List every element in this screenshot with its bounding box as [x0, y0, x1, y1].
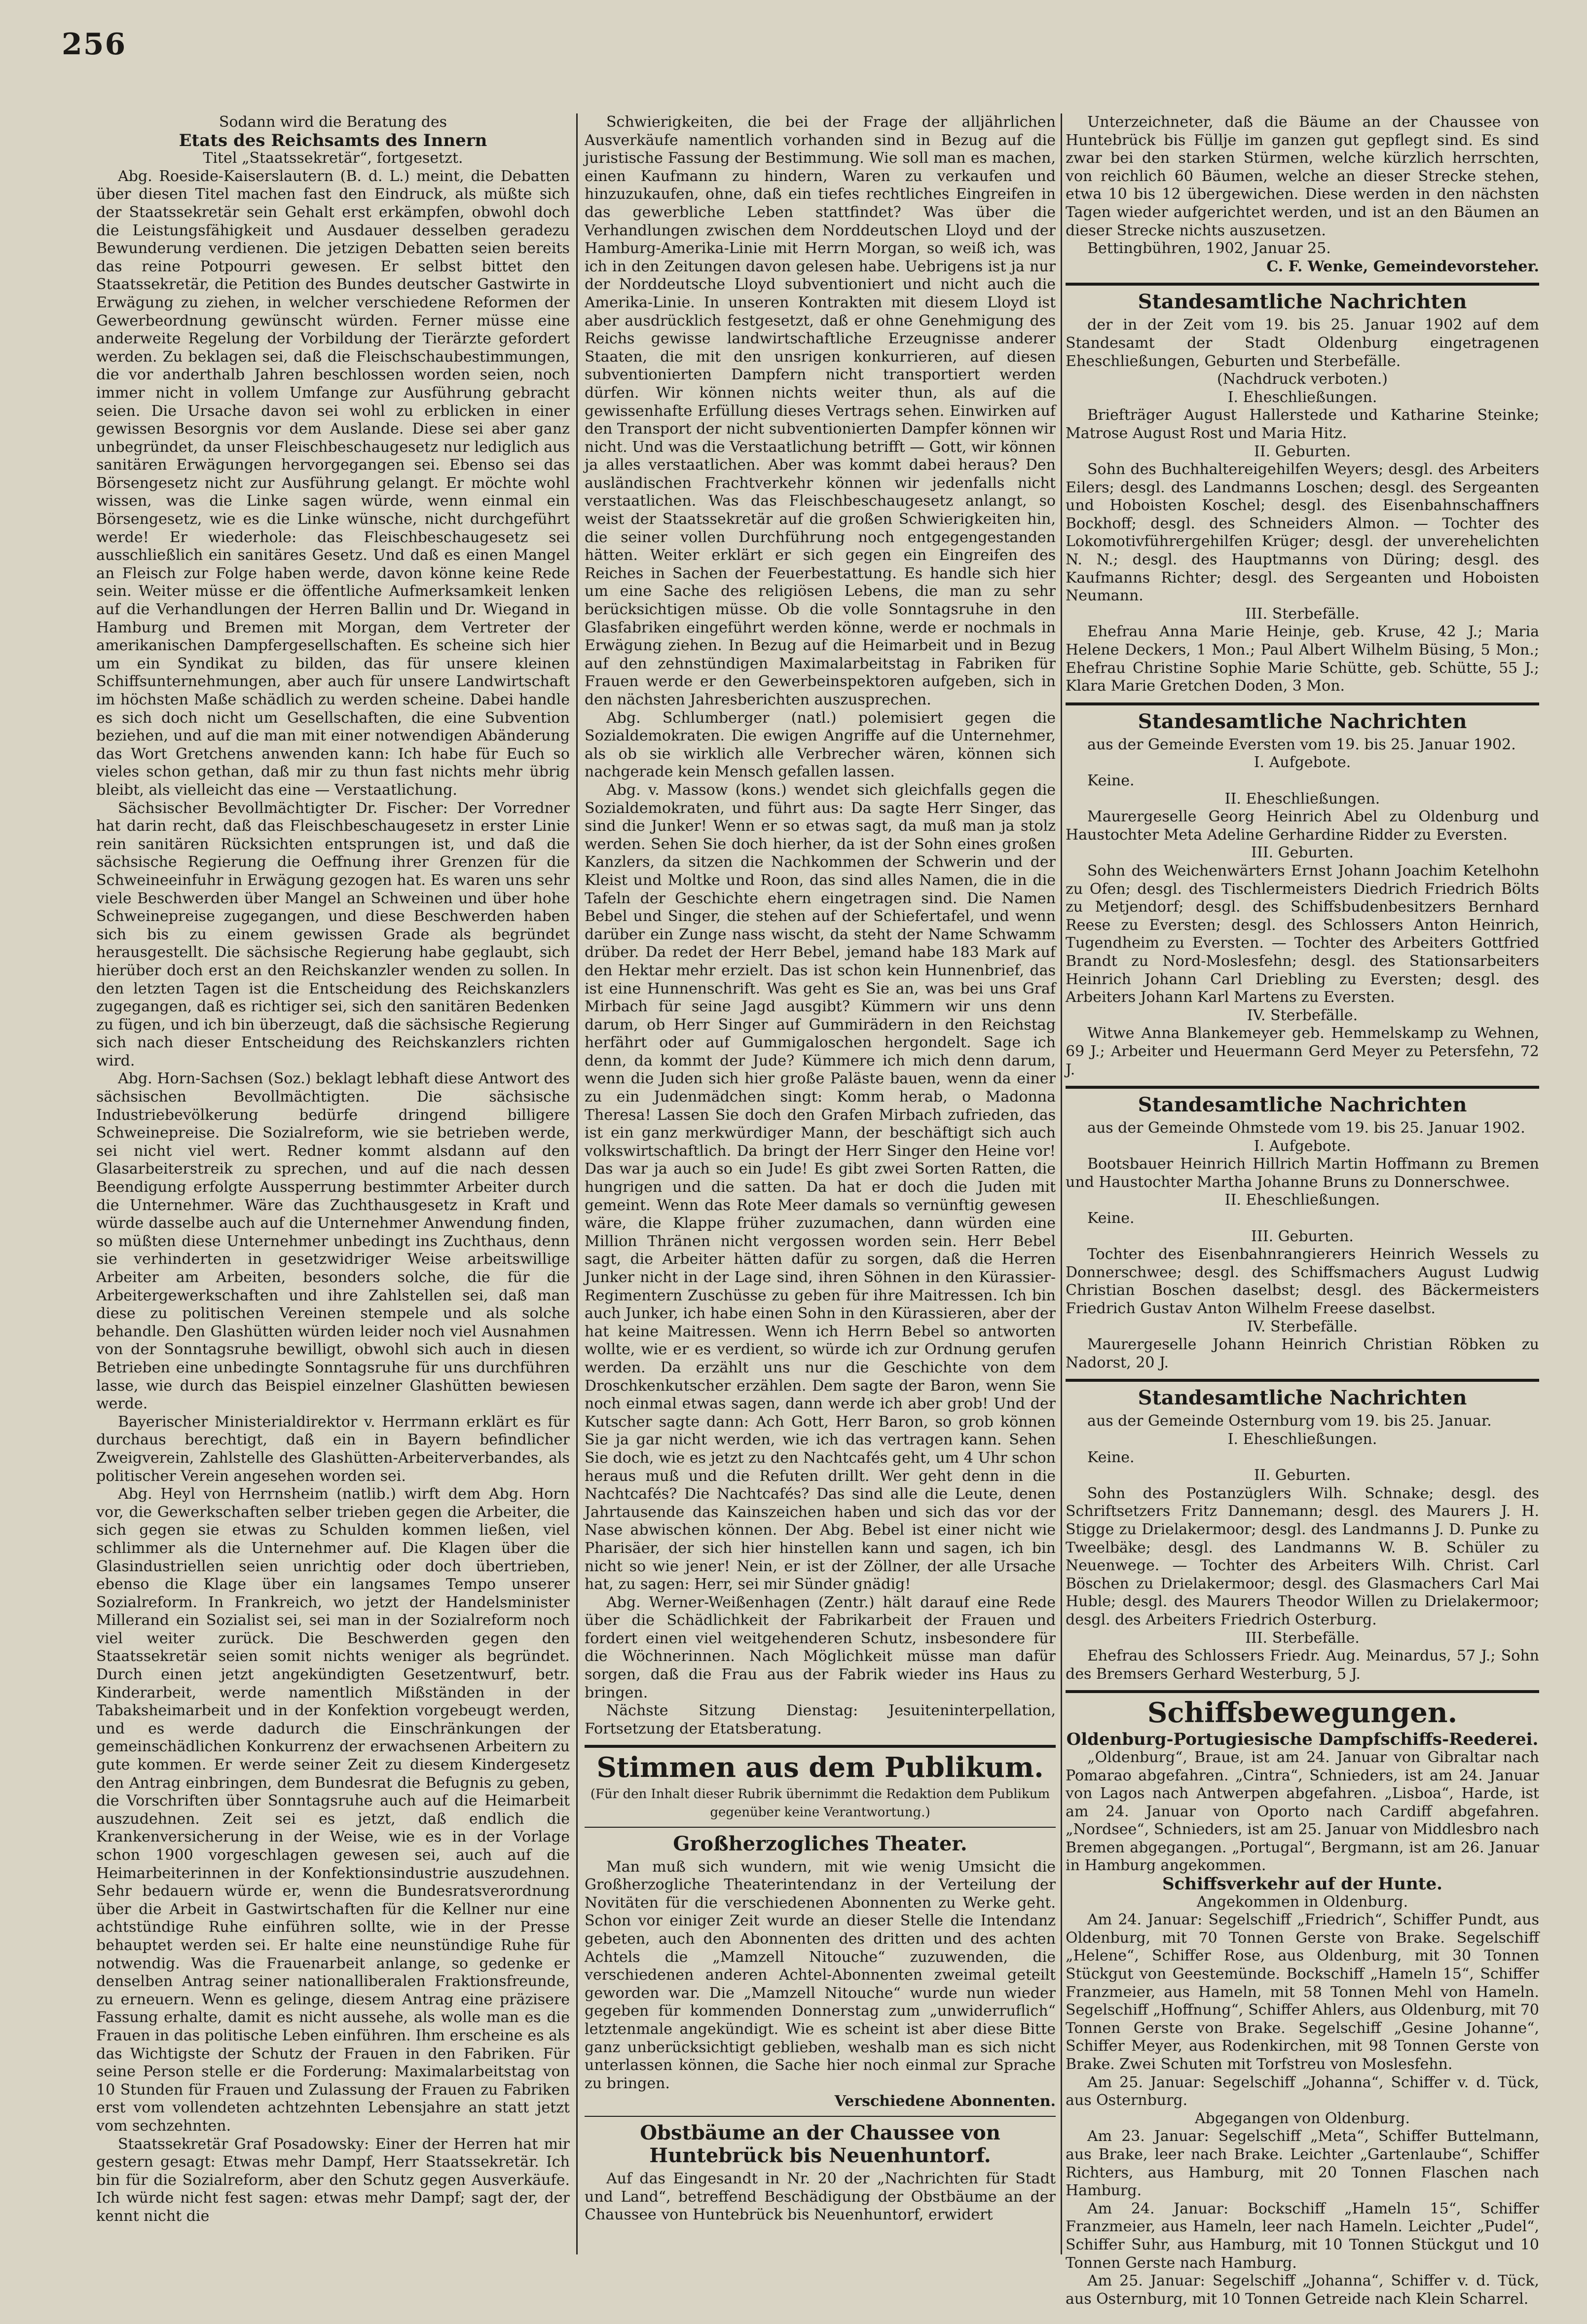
standesamt-eversten-intro: aus der Gemeinde Eversten vom 19. bis 25. Januar 1902.	[1087, 736, 1516, 753]
paragraph-werner: Abg. Werner-Weißenhagen (Zentr.) hält darauf eine Rede über die Schädlichkeit der Fabrikarbeit der Frauen und fordert einen viel weitgehenderen Schutz, insbesondere für die Wöchnerinnen. Nach Möglichkeit müsse man dafür sorgen, daß die Frau aus der Fabrik wieder ins Haus zu bringen.	[585, 1593, 1056, 1701]
section-text: Maurergeselle Johann Heinrich Christian Röbken zu Nadorst, 20 J.	[1066, 1336, 1539, 1371]
section-label: I. Eheschließungen.	[1227, 1431, 1377, 1448]
column-rule-1	[576, 113, 578, 2254]
section-text: Sohn des Weichenwärters Ernst Johann Joachim Ketelhohn zu Ofen; desgl. des Tischlermeisters Diedrich Friedrich Bölts zu Metjendorf; desgl. des Schiffsbudenbesitzers Bernhard Reese zu Eversten; desgl. des Schlossers Anton Heinrich, Tugendheim zu Eversten. — Tochter des Arbeiters Gottfried Brandt zu Nord-Moslesfehn; desgl. des Stationsarbeiters Heinrich Johann Carl Driebling zu Eversten; desgl. des Arbeiters Johann Karl Martens zu Eversten.	[1066, 862, 1539, 1006]
section-label: IV. Sterbefälle.	[1247, 1318, 1358, 1335]
column-1	[96, 113, 570, 2254]
column-rule-2	[1061, 113, 1062, 2254]
divider	[1066, 702, 1539, 705]
section-label: I. Eheschließungen.	[1227, 388, 1377, 406]
paragraph-roeside: Abg. Roeside-Kaiserslautern (B. d. L.) meint, die Debatten über diesen Titel machen fast den Eindruck, als müßte sich der Staatssekretär sein Gehalt erst erkämpfen, obwohl doch die Leistungsfähigkeit und Ausdauer desselben geradezu Bewunderung verdienen. Die jetzigen Debatten seien bereits das reine Potpourri gewesen. Er selbst bittet den Staatssekretär, die Petition des Bundes deutscher Gastwirte in Erwägung zu ziehen, in welcher verschiedene Reformen der Gewerbeordnung gewünscht würden. Ferner müsse eine anderweite Regelung der Vorbildung der Tierärzte gefordert werden. Zu beklagen sei, daß die Fleischschaubestimmungen, die vor anderthalb Jahren beschlossen worden seien, noch immer nicht in vollem Umfange zur Ausführung gebracht seien. Die Ursache davon sei wohl zu erblicken in einer gewissen Besorgnis vor dem Auslande. Diese sei aber ganz unbegründet, da unser Fleischbeschaugesetz nur lediglich aus sanitären Erwägungen hervorgegangen sei. Ebenso sei das Börsengesetz nicht zur Ausführung gelangt. Er möchte wohl wissen, was die Linke sagen würde, wenn einmal ein Börsengesetz, wie es die Linke wünsche, nicht durchgeführt werde! Er wiederhole: das Fleischbeschaugesetz sei ausschließlich ein sanitäres Gesetz. Und daß es einen Mangel an Fleisch zur Folge haben werde, davon könne keine Rede sein. Weiter müsse er die öffentliche Aufmerksamkeit lenken auf die Verhandlungen der Herren Ballin und Dr. Wiegand in Hamburg und Bremen mit Morgan, dem Vertreter der amerikanischen Dampfergesellschaften. Es scheine sich hier um ein Syndikat zu bilden, das für unsere kleinen Schiffsunternehmungen, aber auch für unsere Landwirtschaft im höchsten Maße schädlich zu werden scheine. Dabei handle es sich doch nicht um Gesellschaften, die eine Subvention beziehen, und auf die man mit einer notwendigen Abänderung das Wort Gretchens anwenden kann: Ich habe für Euch so vieles schon gethan, daß mir zu thun fast nichts mehr übrig bleibt, als vielleicht das eine — Verstaatlichung.	[96, 167, 570, 799]
arrivals-text: Am 24. Januar: Segelschiff „Friedrich“, Schiffer Pundt, aus Oldenburg, mit 70 Tonnen Gerste von Brake. Segelschiff „Helene“, Schiffer Rose, aus Oldenburg, mit 30 Tonnen Stückgut von Geestemünde. Bockschiff „Hameln 15“, Schiffer Franzmeier, aus Hameln, mit 58 Tonnen Mehl von Hameln. Segelschiff „Hoffnung“, Schiffer Ahlers, aus Oldenburg, mit 70 Tonnen Gerste von Brake. Segelschiff „Gesine Johanne“, Schiffer Meyer, aus Rodenkirchen, mit 98 Tonnen Gerste von Brake. Zwei Schuten mit Torfstreu von Moslesfehn.	[1066, 1911, 1539, 2073]
standesamt-oldenburg-heading: Standesamtliche Nachrichten	[1138, 290, 1467, 314]
paragraph-next-session: Nächste Sitzung Dienstag: Jesuiteninterpellation, Fortsetzung der Etatsberatung.	[585, 1702, 1056, 1737]
theater-heading: Großherzogliches Theater.	[673, 1832, 967, 1855]
section-label: IV. Sterbefälle.	[1247, 1006, 1358, 1024]
section-label: III. Geburten.	[1251, 1227, 1354, 1245]
column-3	[1066, 113, 1539, 2308]
standesamt-osternburg-heading: Standesamtliche Nachrichten	[1138, 1386, 1467, 1410]
section-label: I. Aufgebote.	[1254, 1137, 1351, 1155]
section-text: Sohn des Postanzüglers Wilh. Schnake; desgl. des Schriftsetzers Fritz Dannemann; desgl. des Maurers J. H. Stigge zu Drielakermoor; desgl. des Landmanns J. D. Punke zu Tweelbäke; desgl. des Landmanns W. B. Schüler zu Neuenwege. — Tochter des Arbeiters Wilh. Christ. Carl Böschen zu Drielakermoor; desgl. des Glasmachers Carl Mai Huble; desgl. des Maurers Theodor Willen zu Drielakermoor; desgl. des Arbeiters Friedrich Osterburg.	[1066, 1484, 1539, 1628]
paragraph-fischer: Sächsischer Bevollmächtigter Dr. Fischer: Der Vorredner hat darin recht, daß das Fleischbeschaugesetz in erster Linie rein sanitären Rücksichten entsprungen ist, und daß die sächsische Regierung die Oeffnung ihrer Grenzen für die Schweineeinfuhr in Erwägung gezogen hat. Es waren uns sehr viele Beschwerden über Mangel an Schweinen und über hohe Schweinepreise zugegangen, und diese Beschwerden haben sich bis zu einem gewissen Grade als begründet herausgestellt. Die sächsische Regierung habe geglaubt, sich hierüber doch erst an den Reichskanzler wenden zu sollen. In den letzten Tagen ist die Entscheidung des Reichskanzlers zugegangen, daß es richtiger sei, sich den sanitären Bedenken zu fügen, und ich bin überzeugt, daß die sächsische Regierung sich nach dieser Entscheidung des Reichskanzlers richten wird.	[96, 799, 570, 1070]
section-label: III. Sterbefälle.	[1245, 605, 1360, 623]
divider	[585, 1745, 1056, 1748]
section-label: III. Sterbefälle.	[1245, 1629, 1360, 1647]
paragraph-schlumberger: Abg. Schlumberger (natl.) polemisiert gegen die Sozialdemokraten. Die ewigen Angriffe auf die Unternehmer, als ob sie wirklich alle Verbrecher wären, können sich nachgerade kein Mensch gefallen lassen.	[585, 709, 1056, 781]
standesamt-ohmstede-intro: aus der Gemeinde Ohmstede vom 19. bis 25. Januar 1902.	[1087, 1119, 1525, 1137]
section-text: Ehefrau Anna Marie Heinje, geb. Kruse, 42 J.; Maria Helene Deckers, 1 Mon.; Paul Albert Wilhelm Büsing, 5 Mon.; Ehefrau Christine Sophie Marie Schütte, geb. Schütte, 55 J.; Klara Marie Gretchen Doden, 3 Mon.	[1066, 623, 1539, 695]
schiffsbewegungen-heading: Schiffsbewegungen.	[1147, 1697, 1458, 1730]
stimmen-heading: Stimmen aus dem Publikum.	[596, 1751, 1044, 1784]
departures-text-3: Am 25. Januar: Segelschiff „Johanna“, Schiffer v. d. Tück, aus Osternburg, mit 10 Tonnen Getreide nach Klein Scharrel.	[1066, 2272, 1539, 2308]
divider	[1066, 283, 1539, 286]
section-label: II. Eheschließungen.	[1224, 790, 1380, 808]
standesamt-oldenburg-intro: der in der Zeit vom 19. bis 25. Januar 1902 auf dem Standesamt der Stadt Oldenburg eingetragenen Eheschließungen, Geburten und Sterbefälle.	[1066, 316, 1539, 370]
theater-signature: Verschiedene Abonnenten.	[834, 2093, 1056, 2110]
section-label: II. Eheschließungen.	[1224, 1191, 1380, 1209]
section-text: Keine.	[1087, 1210, 1135, 1227]
paragraph-herrmann: Bayerischer Ministerialdirektor v. Herrmann erklärt es für durchaus berechtigt, daß ein in Bayern befindlicher Zweigverein, Zahlstelle des Glashütten-Arbeiterverbandes, als politischer Verein angesehen worden sei.	[96, 1413, 570, 1485]
paragraph-continuation: Schwierigkeiten, die bei der Frage der alljährlichen Ausverkäufe namentlich vorhanden sind in Bezug auf die juristische Fassung der Bestimmung. Wie soll man es machen, einen Kaufmann zu hindern, Waren zu verkaufen und hinzuzukaufen, ohne, daß ein tiefes rechtliches Eingreifen in das gewerbliche Leben stattfindet? Was über die Verhandlungen zwischen dem Norddeutschen Lloyd und der Hamburg-Amerika-Linie mit Herrn Morgan, so weiß ich, was ich in den Zeitungen davon gelesen habe. Uebrigens ist ja nur der Norddeutsche Lloyd subventioniert und nicht auch die Amerika-Linie. In unseren Kontrakten mit diesem Lloyd ist aber ausdrücklich festgesetzt, daß er ohne Genehmigung des Reichs gewisse landwirtschaftliche Erzeugnisse anderer Staaten, die mit den unsrigen konkurrieren, auf diesen subventionierten Dampfern nicht transportiert werden dürfen. Wir können nichts weiter thun, als auf die gewissenhafte Erfüllung dieses Vertrags sehen. Einwirken auf den Transport der nicht subventionierten Dampfer können wir nicht. Und was die Verstaatlichung betrifft — Gott, wir können ja alles verstaatlichen. Aber was kommt dabei heraus? Den ausländischen Frachtverkehr können wir jedenfalls nicht verstaatlichen. Was das Fleischbeschaugesetz anlangt, so weist der Staatssekretär auf die großen Schwierigkeiten hin, die seiner vollen Durchführung noch entgegengestanden hätten. Weiter erklärt er sich gegen ein Eingreifen des Reiches in Sachen der Feuerbestattung. Es handle sich hier um eine Sache des religiösen Lebens, die man zu sehr berücksichtigen müsse. Ob die volle Sonntagsruhe in den Glasfabriken eingeführt werden könne, werde er nochmals in Erwägung ziehen. In Bezug auf die Heimarbeit und in Bezug auf den zehnstündigen Maximalarbeitstag in Fabriken für Frauen werde er den Gewerbeinspektoren aufgeben, sich in den nächsten Jahresberichten auszusprechen.	[585, 113, 1056, 708]
paragraph-heyl: Abg. Heyl von Herrnsheim (natlib.) wirft dem Abg. Horn vor, die Gewerkschaften selber trieben gegen die Arbeiter, die sich gegen sie etwas zu Schulden kommen ließen, viel schlimmer als die Unternehmer auf. Die Klagen über die Glasindustriellen seien unrichtig oder doch übertrieben, ebenso die Klage über ein langsames Tempo unserer Sozialreform. In Frankreich, wo jetzt der Handelsminister Millerand ein Sozialist sei, sei man in der Sozialreform noch viel weiter zurück. Die Beschwerden gegen den Staatssekretär seien somit nichts weniger als begründet. Durch einen jetzt angekündigten Gesetzentwurf, betr. Kinderarbeit, werde namentlich Mißständen in der Tabaksheimarbeit und in der Konfektion vorgebeugt werden, und es werde dadurch die Einschränkungen der gemeinschädlichen Konkurrenz der erwachsenen Arbeitern zu gute kommen. Er werde seiner Zeit zu diesem Kindergesetz den Antrag einbringen, dem Bundesrat die Befugnis zu geben, die Vorschriften über Sonntagsruhe auch auf die Heimarbeit auszudehnen. Zeit sei es jetzt, daß endlich die Krankenversicherung in der Weise, wie es in der Vorlage schon 1900 vorgeschlagen gewesen sei, auch auf die Heimarbeiterinnen in der Konfektionsindustrie auszudehnen. Sehr bedauern würde er, wenn die Bundesratsverordnung über die Arbeit in Gastwirtschaften für die Kellner nur eine achtstündige Ruhe einführen sollte, wie in der Presse behauptet werden sei. Er halte eine neunstündige Ruhe für notwendig. Was die Frauenarbeit anlange, so gedenke er denselben Antrag seiner nationalliberalen Fraktionsfreunde, zu erneuern. Wenn es gelinge, diesem Antrag eine präzisere Fassung erhalte, damit es nicht aussehe, als wolle man es die Frauen in das politische Leben einführen. Ihm erscheine es als das Wichtigste der Schutz der Frauen in den Fabriken. Für seine Person stelle er die Forderung: Maximalarbeitstag von 10 Stunden für Frauen und Zulassung der Frauen zu Fabriken erst vom vollendeten achtzehnten Lebensjahre an statt jetzt vom sechzehnten.	[96, 1485, 570, 2135]
divider	[1066, 1690, 1539, 1693]
arrivals-text-2: Am 25. Januar: Segelschiff „Johanna“, Schiffer v. d. Tück, aus Osternburg.	[1066, 2073, 1539, 2109]
divider	[585, 2116, 1056, 2117]
section-text: Maurergeselle Georg Heinrich Abel zu Oldenburg und Haustochter Meta Adeline Gerhardine Ridder zu Eversten.	[1066, 808, 1539, 844]
obstbaeume-continuation: Unterzeichneter, daß die Bäume an der Chaussee von Huntebrück bis Füllje im ganzen gut gepflegt sind. Es sind zwar bei den starken Stürmen, welche kürzlich herrschten, von reichlich 60 Bäumen, welche an dieser Strecke stehen, etwa 10 bis 12 übergewichen. Diese werden in den nächsten Tagen wieder aufgerichtet werden, und ist an den Bäumen an dieser Strecke nichts auszusetzen.	[1066, 113, 1539, 239]
obstbaeume-text: Auf das Eingesandt in Nr. 20 der „Nachrichten für Stadt und Land“, betreffend Beschädigung der Obstbäume an der Chaussee von Huntebrück bis Neuenhuntorf, erwidert	[585, 2170, 1056, 2224]
hunte-heading: Schiffsverkehr auf der Hunte.	[1162, 1874, 1442, 1894]
departures-label: Abgegangen von Oldenburg.	[1195, 2109, 1410, 2127]
divider	[1066, 1086, 1539, 1089]
standesamt-oldenburg-note: (Nachdruck verboten.)	[1217, 370, 1388, 388]
obstbaeume-signature: C. F. Wenke, Gemeindevorsteher.	[1266, 258, 1539, 275]
obstbaeume-heading: Obstbäume an der Chaussee von Huntebrück bis Neuenhuntorf.	[640, 2121, 1000, 2167]
section-label: I. Aufgebote.	[1254, 754, 1351, 772]
section-heading: Etats des Reichsamts des Innern	[179, 130, 487, 150]
divider	[1066, 1379, 1539, 1382]
obstbaeume-place-date: Bettingbühren, 1902, Januar 25.	[1087, 240, 1331, 258]
section-label: III. Geburten.	[1251, 844, 1354, 862]
standesamt-eversten-heading: Standesamtliche Nachrichten	[1138, 709, 1467, 733]
section-text: Tochter des Eisenbahnrangierers Heinrich Wessels zu Donnerschwee; desgl. des Schiffsmachers August Ludwig Christian Boschen daselbst; desgl. des Bäckermeisters Friedrich Gustav Anton Wilhelm Freese daselbst.	[1066, 1246, 1539, 1318]
reederei-text: „Oldenburg“, Braue, ist am 24. Januar von Gibraltar nach Pomarao abgefahren. „Cintra“, Schnieders, ist am 24. Januar von Lagos nach Antwerpen abgefahren. „Lisboa“, Harde, ist am 24. Januar von Oporto nach Cardiff abgefahren. „Nordsee“, Schnieders, ist am 25. Januar von Middlesbro nach Bremen abgegangen. „Portugal“, Bergmann, ist am 26. Januar in Hamburg angekommen.	[1066, 1748, 1539, 1875]
divider	[585, 1827, 1056, 1828]
paragraph-posadowsky: Staatssekretär Graf Posadowsky: Einer der Herren hat mir gestern gesagt: Etwas mehr Dampf, Herr Staatssekretär. Ich bin für die Sozialreform, aber den Schutz gegen Ausverkäufe. Ich würde nicht fest sagen: etwas mehr Dampf; sagt der, der kennt nicht die	[96, 2135, 570, 2225]
section-text: Witwe Anna Blankemeyer geb. Hemmelskamp zu Wehnen, 69 J.; Arbeiter und Heuermann Gerd Meyer zu Petersfehn, 72 J.	[1066, 1025, 1539, 1078]
departures-text: Am 23. Januar: Segelschiff „Meta“, Schiffer Buttelmann, aus Brake, leer nach Brake. Leichter „Gartenlaube“, Schiffer Richters, aus Hamburg, mit 20 Tonnen Flaschen nach Hamburg.	[1066, 2128, 1539, 2200]
theater-text: Man muß sich wundern, mit wie wenig Umsicht die Großherzogliche Theaterintendanz in der Verteilung der Novitäten für die verschiedenen Abonnenten zu Werke geht. Schon vor einiger Zeit wurde an dieser Stelle die Intendanz gebeten, auch den Abonnenten des dritten und des achten Achtels die „Mamzell Nitouche“ zuzuwenden, die verschiedenen anderen Achtel-Abonnenten zweimal geteilt geworden war. Die „Mamzell Nitouche“ wurde nun wieder gegeben für kommenden Donnerstag zum „unwiderruflich“ letztenmale angekündigt. Wie es scheint ist aber diese Bitte ganz unberücksichtigt geblieben, weshalb man es sich nicht unterlassen können, die Sache hier noch einmal zur Sprache zu bringen.	[585, 1858, 1056, 2092]
page-number: 256	[62, 27, 127, 62]
paragraph-massow: Abg. v. Massow (kons.) wendet sich gleichfalls gegen die Sozialdemokraten, und führt aus: Da sagte Herr Singer, das sind die Junker! Wenn er so etwas sagt, da muß man ja stolz werden. Sehen Sie doch hierher, da ist der Sohn eines großen Kanzlers, da sitzen die Nachkommen der Schwerin und der Kleist und Moltke und Roon, das sind alles Namen, die in die Tafeln der Geschichte ehern eingetragen sind. Die Namen Bebel und Singer, die stehen auf der Schiefertafel, und wenn darüber ein Zunge nass wischt, da steht der Name Schwamm drüber. Da redet der Herr Bebel, jemand habe 183 Mark auf den Hektar mehr erzielt. Das ist schon kein Hunnenbrief, das ist eine Hunnenschrift. Was geht es Sie an, was bei uns Graf Mirbach für seine Jagd ausgibt? Kümmern wir uns denn darum, ob Herr Singer auf Gummirädern in den Reichstag herfährt oder auf Gummigaloschen hergondelt. Sage ich denn, da kommt der Jude? Kümmere ich mich denn darum, wenn die Juden sich hier große Paläste bauen, wenn da einer zu ein Judenmädchen singt: Komm herab, o Madonna Theresa! Lassen Sie doch den Grafen Mirbach zufrieden, das ist ein ganz merkwürdiger Mann, der beschäftigt sich auch volkswirtschaftlich. Da bringt der Herr Singer den Heine vor! Das war ja auch so ein Jude! Es gibt zwei Sorten Ratten, die hungrigen und die satten. Da hat er doch die Juden mit gemeint. Wenn das Rote Meer damals so vernünftig gewesen wäre, die Klappe früher zuzumachen, dann würden eine Million Thränen nicht vergossen worden sein. Herr Bebel sagt, die Arbeiter hätten dafür zu sorgen, daß die Herren Junker nicht in der Lage sind, ihren Söhnen in den Kürassier-Regimentern Zuschüsse zu geben für ihre Maitressen. Ich bin auch Junker, ich habe einen Sohn in den Kürassieren, aber der hat keine Maitressen. Wenn ich Herrn Bebel so antworten wollte, wie er es verdient, so würde ich zur Ordnung gerufen werden. Da erzählt uns nur die Geschichte von dem Droschkenkutscher erzählen. Dem sagte der Baron, wenn Sie noch einmal etwas sagen, dann werde ich aber grob! Und der Kutscher sagte dann: Ach Gott, Herr Baron, so grob können Sie ja gar nicht werden, wie ich das vertragen kann. Sehen Sie doch, wie es jetzt zu den Nachtcafés geht, um 4 Uhr schon heraus muß und die Refuten drillt. Wer geht denn in die Nachtcafés? Die Nachtcafés? Das sind alle die Leute, denen Jahrtausende das Kainszeichen haben und sich das vor der Nase abwischen können. Der Abg. Bebel ist einer nicht wie Pharisäer, der sich hier hinstellen kann und sagen, ich bin nicht so wie jener! Nein, er ist der Zöllner, der alle Ursache hat, zu sagen: Herr, sei mir Sünder gnädig!	[585, 781, 1056, 1593]
stimmen-subtitle: (Für den Inhalt dieser Rubrik übernimmt die Redaktion dem Publikum gegenüber keine Verantwortung.)	[590, 1787, 1050, 1820]
column-2	[585, 113, 1056, 2254]
departures-text-2: Am 24. Januar: Bockschiff „Hameln 15“, Schiffer Franzmeier, aus Hameln, leer nach Hameln. Leichter „Pudel“, Schiffer Suhr, aus Hamburg, mit 10 Tonnen Stückgut und 10 Tonnen Gerste nach Hamburg.	[1066, 2200, 1539, 2272]
section-label: II. Geburten.	[1254, 1467, 1351, 1484]
intro-line: Sodann wird die Beratung des	[219, 113, 447, 131]
paragraph-horn: Abg. Horn-Sachsen (Soz.) beklagt lebhaft diese Antwort des sächsischen Bevollmächtigten. Die sächsische Industriebevölkerung bedürfe dringend billigere Schweinepreise. Die Sozialreform, wie sie betrieben werde, sei nicht viel wert. Redner kommt alsdann auf den Glasarbeiterstreik zu sprechen, und auf die nach dessen Beendigung erfolgte Aussperrung bestimmter Arbeiter durch die Unternehmer. Wäre das Zuchthausgesetz in Kraft und würde dasselbe auch auf die Unternehmer Anwendung finden, so müßten diese Unternehmer unbedingt ins Zuchthaus, denn sie verhinderten in gesetzwidriger Weise arbeitswillige Arbeiter am Arbeiten, besonders solche, die für die Arbeitergewerkschaften und ihre Zahlstellen sei, daß man diese zu politischen Vereinen stempele und als solche behandle. Den Glashütten würden leider noch viel Ausnahmen von der Sonntagsruhe bewilligt, obwohl sich auch in diesen Betrieben eine unbedingte Sonntagsruhe für uns durchführen lasse, wie durch das Beispiel einzelner Glashütten bewiesen werde.	[96, 1070, 570, 1413]
section-text: Bootsbauer Heinrich Hillrich Martin Hoffmann zu Bremen und Haustochter Martha Johanne Bruns zu Donnerschwee.	[1066, 1155, 1539, 1191]
section-text: Sohn des Buchhaltereigehilfen Weyers; desgl. des Arbeiters Eilers; desgl. des Landmanns Loschen; desgl. des Sergeanten und Hoboisten Koschel; desgl. des Eisenbahnschaffners Bockhoff; desgl. des Schneiders Almon. — Tochter des Lokomotivführergehilfen Krüger; desgl. der unverehelichten N. N.; desgl. des Hauptmanns von Düring; desgl. des Kaufmanns Richter; desgl. des Sergeanten und Hoboisten Neumann.	[1066, 461, 1539, 605]
section-text: Ehefrau des Schlossers Friedr. Aug. Meinardus, 57 J.; Sohn des Bremsers Gerhard Westerburg, 5 J.	[1066, 1647, 1539, 1683]
section-text: Briefträger August Hallerstede und Katharine Steinke; Matrose August Rost und Maria Hitz.	[1066, 406, 1539, 442]
section-label: II. Geburten.	[1254, 443, 1351, 460]
standesamt-osternburg-intro: aus der Gemeinde Osternburg vom 19. bis 25. Januar.	[1087, 1412, 1492, 1430]
title-line: Titel „Staatssekretär“, fortgesetzt.	[203, 149, 463, 167]
reederei-heading: Oldenburg-Portugiesische Dampfschiffs-Reederei.	[1066, 1730, 1539, 1750]
section-text: Keine.	[1087, 772, 1135, 789]
standesamt-ohmstede-heading: Standesamtliche Nachrichten	[1138, 1093, 1467, 1117]
arrivals-label: Angekommen in Oldenburg.	[1196, 1893, 1408, 1911]
section-text: Keine.	[1087, 1448, 1135, 1466]
